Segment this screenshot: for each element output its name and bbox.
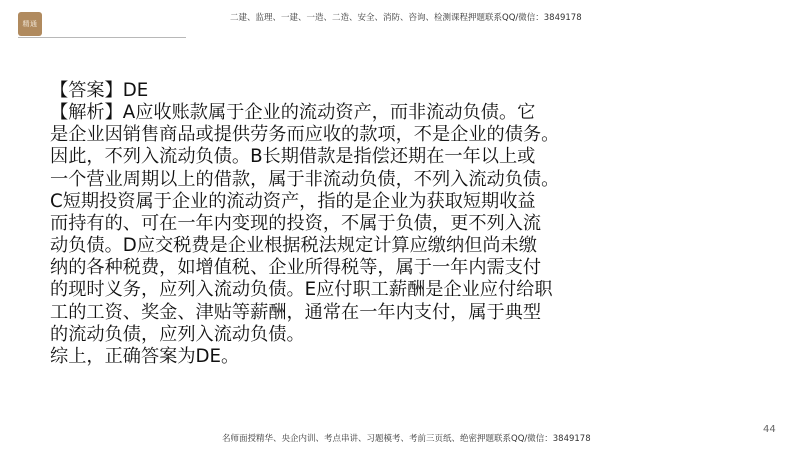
header-divider: [18, 37, 186, 38]
explanation-line: 【解析】A应收账款属于企业的流动资产，而非流动负债。它: [50, 102, 536, 124]
explanation-line: 因此，不列入流动负债。B长期借款是指偿还期在一年以上或: [50, 146, 536, 168]
explanation-line: 工的工资、奖金、津贴等薪酬，通常在一年内支付，属于典型: [50, 301, 542, 323]
explanation-line: 是企业因销售商品或提供劳务而应收的款项，不是企业的债务。: [50, 124, 560, 146]
page-number: 44: [763, 424, 776, 435]
explanation-line: 纳的各种税费，如增值税、企业所得税等，属于一年内需支付: [50, 257, 542, 279]
answer-explanation-body: [50, 80, 610, 368]
header-contact-text: 二建、监理、一建、一造、二造、安全、消防、咨询、检测课程押题联系QQ/微信：3849178: [230, 13, 582, 23]
explanation-line: 的现时义务，应列入流动负债。E应付职工薪酬是企业应付给职: [50, 279, 553, 301]
conclusion-line: 综上，正确答案为DE。: [50, 345, 240, 367]
brand-logo-text: 精通: [22, 20, 38, 28]
answer-line: 【答案】DE: [50, 80, 149, 101]
explanation-line: 动负债。D应交税费是企业根据税法规定计算应缴纳但尚未缴: [50, 235, 537, 257]
footer-contact-text: 名师面授精华、央企内训、考点串讲、习题模考、考前三页纸、绝密押题联系QQ/微信：3849178: [222, 434, 591, 444]
brand-logo: [18, 12, 42, 36]
explanation-line: 一个营业周期以上的借款，属于非流动负债，不列入流动负债。: [50, 168, 560, 190]
explanation-line: C短期投资属于企业的流动资产，指的是企业为获取短期收益: [50, 190, 536, 212]
explanation-line: 而持有的、可在一年内变现的投资，不属于负债，更不列入流: [50, 212, 542, 234]
explanation-line: 的流动负债，应列入流动负债。: [50, 323, 305, 345]
